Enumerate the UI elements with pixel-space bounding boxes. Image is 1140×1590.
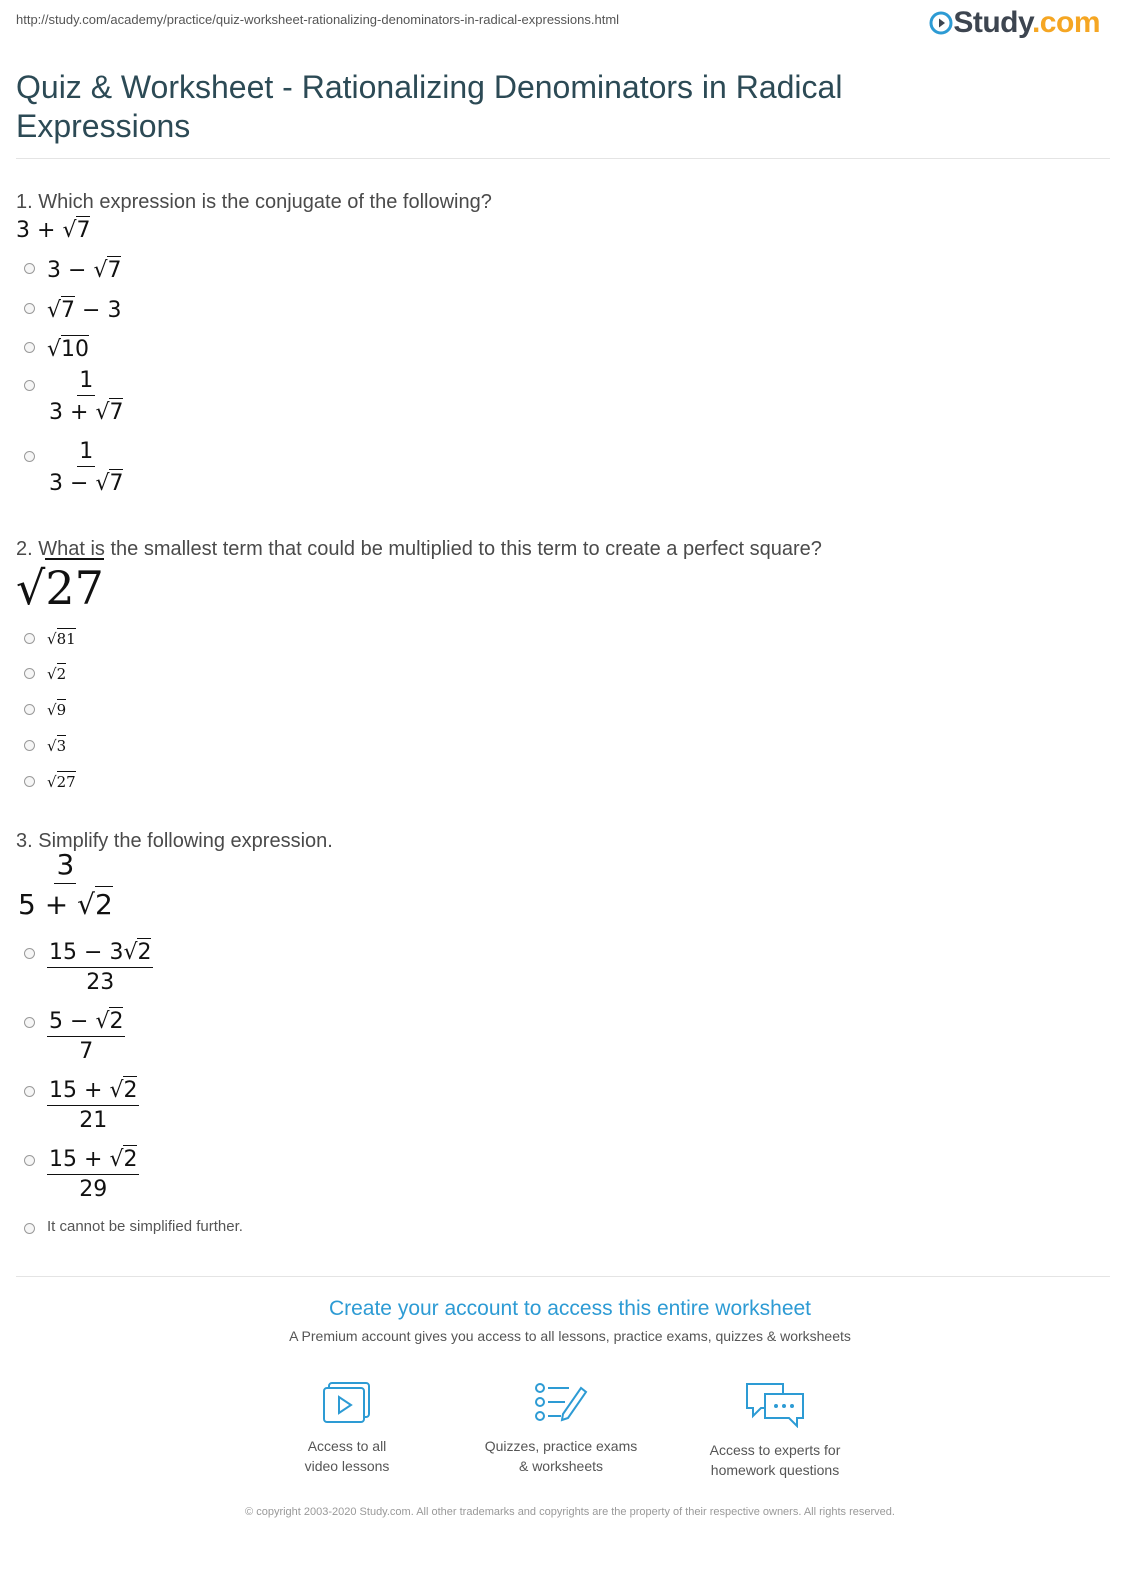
- radio-button[interactable]: [24, 342, 35, 353]
- op: −: [70, 471, 89, 496]
- denominator: [47, 467, 125, 496]
- fraction: [47, 368, 125, 425]
- radical: √ 3: [47, 737, 67, 755]
- radicand: 2: [109, 1009, 124, 1034]
- radio-button[interactable]: [24, 948, 35, 959]
- op: −: [84, 940, 103, 965]
- denominator: 7: [79, 1039, 94, 1064]
- numerator: [47, 938, 153, 968]
- radical: √ 7: [95, 400, 124, 425]
- video-lesson-icon: [320, 1380, 374, 1424]
- radicand: 27: [45, 558, 104, 615]
- radical: √ 2: [47, 665, 67, 683]
- op: +: [84, 1078, 103, 1103]
- logo-main: Study: [953, 6, 1032, 39]
- term: 3: [107, 298, 122, 323]
- feature-video-lessons: [247, 1380, 447, 1476]
- q3-option-2[interactable]: [24, 1007, 125, 1064]
- radio-button[interactable]: [24, 380, 35, 391]
- fraction: [47, 1076, 139, 1133]
- q2-option-3[interactable]: [24, 699, 66, 719]
- radicand: 2: [137, 940, 152, 965]
- term: 3: [49, 471, 63, 496]
- radical: √ 27: [16, 558, 104, 615]
- denominator: [16, 884, 115, 921]
- op: −: [70, 1009, 89, 1034]
- radicand: 9: [56, 701, 67, 719]
- radical: √ 7: [47, 298, 76, 323]
- radical: √ 7: [62, 218, 91, 243]
- option-expression: [47, 335, 89, 362]
- numerator: [47, 1007, 125, 1037]
- term: 15: [49, 940, 77, 965]
- radicand: 3: [56, 737, 67, 755]
- radicand: 7: [107, 258, 122, 283]
- radicand: 7: [76, 218, 91, 243]
- denominator: 23: [86, 970, 115, 995]
- term: 5: [18, 888, 36, 921]
- divider: [16, 1276, 1110, 1277]
- radical: √ 2: [95, 1009, 124, 1034]
- feature-label: Access to experts for homework questions: [709, 1442, 841, 1478]
- numerator: 1: [77, 439, 95, 467]
- radicand: 27: [56, 773, 76, 791]
- logo-tld: .com: [1031, 6, 1100, 39]
- question-1-text: 1. Which expression is the conjugate of the following?: [16, 191, 492, 213]
- term: 15: [49, 1078, 77, 1103]
- radical: √ 81: [47, 630, 76, 648]
- chat-experts-icon: [743, 1380, 807, 1428]
- coefficient: 3: [109, 940, 124, 965]
- question-3-expression: [16, 848, 115, 921]
- radicand: 2: [94, 888, 113, 921]
- op: +: [70, 400, 89, 425]
- option-expression: [47, 256, 121, 283]
- op: +: [44, 888, 69, 921]
- cta-subtitle: A Premium account gives you access to all lessons, practice exams, quizzes & worksheets: [289, 1328, 851, 1344]
- q3-option-4[interactable]: [24, 1145, 139, 1202]
- radio-button[interactable]: [24, 704, 35, 715]
- option-expression: [47, 296, 121, 323]
- radio-button[interactable]: [24, 1017, 35, 1028]
- fraction: [47, 938, 153, 995]
- question-3-text: 3. Simplify the following expression.: [16, 830, 333, 852]
- op: −: [68, 258, 87, 283]
- q1-option-5[interactable]: [24, 439, 125, 496]
- term: 3: [49, 400, 63, 425]
- q3-option-1[interactable]: [24, 938, 153, 995]
- radical: √ 7: [95, 471, 124, 496]
- expr-op: +: [37, 218, 56, 243]
- radio-button[interactable]: [24, 303, 35, 314]
- op: +: [84, 1147, 103, 1172]
- radio-button[interactable]: [24, 451, 35, 462]
- q2-option-1[interactable]: [24, 628, 76, 648]
- numerator: [47, 1076, 139, 1106]
- radio-button[interactable]: [24, 1155, 35, 1166]
- question-2-expression: [16, 558, 104, 615]
- quiz-list-icon: [533, 1380, 589, 1424]
- radio-button[interactable]: [24, 740, 35, 751]
- denominator: 29: [79, 1177, 108, 1202]
- fraction: [16, 848, 115, 921]
- radicand: 2: [123, 1078, 138, 1103]
- radical: √ 7: [93, 258, 122, 283]
- divider: [16, 158, 1110, 159]
- op: −: [82, 298, 101, 323]
- radical: √ 10: [47, 337, 90, 362]
- fraction: [47, 1007, 125, 1064]
- denominator: 21: [79, 1108, 108, 1133]
- radical: √ 2: [77, 888, 113, 921]
- page-title: Quiz & Worksheet - Rationalizing Denominators in Radical Expressions: [16, 69, 843, 144]
- q3-option-3[interactable]: [24, 1076, 139, 1133]
- radio-button[interactable]: [24, 1086, 35, 1097]
- denominator: [47, 396, 125, 425]
- q2-option-2[interactable]: [24, 663, 66, 683]
- logo-text: [953, 6, 1100, 40]
- fraction: [47, 1145, 139, 1202]
- q3-option-5[interactable]: [24, 1218, 243, 1235]
- radio-button[interactable]: [24, 776, 35, 787]
- radio-button[interactable]: [24, 263, 35, 274]
- term: 3: [47, 258, 61, 283]
- q2-option-4[interactable]: [24, 735, 66, 755]
- radicand: 2: [123, 1147, 138, 1172]
- radicand: 10: [61, 337, 90, 362]
- question-2-text: 2. What is the smallest term that could be multiplied to this term to create a perfect square?: [16, 538, 822, 560]
- option-text: It cannot be simplified further.: [47, 1218, 243, 1235]
- radicand: 81: [56, 630, 76, 648]
- cta-title[interactable]: Create your account to access this entire worksheet: [328, 1297, 812, 1320]
- feature-experts: [675, 1380, 875, 1480]
- radicand: 2: [56, 665, 67, 683]
- copyright: © copyright 2003-2020 Study.com. All other trademarks and copyrights are the property of their respective owners. All rights reserved.: [245, 1506, 895, 1518]
- play-circle-icon: [929, 11, 953, 35]
- radio-button[interactable]: [24, 1223, 35, 1234]
- q1-option-4[interactable]: [24, 368, 125, 425]
- radical: √ 2: [109, 1078, 138, 1103]
- question-1-expression: [16, 216, 90, 243]
- q1-option-3[interactable]: [24, 335, 89, 362]
- radicand: 7: [109, 471, 124, 496]
- numerator: 3: [54, 848, 76, 884]
- q1-option-1[interactable]: [24, 256, 121, 283]
- fraction: [47, 439, 125, 496]
- radical: √ 27: [47, 773, 76, 791]
- term: 15: [49, 1147, 77, 1172]
- radicand: 7: [61, 298, 76, 323]
- radio-button[interactable]: [24, 633, 35, 644]
- expr-term: 3: [16, 218, 30, 243]
- page-url: http://study.com/academy/practice/quiz-worksheet-rationalizing-denominators-in-radical-expressions.html: [16, 12, 620, 27]
- radicand: 7: [109, 400, 124, 425]
- feature-label: Access to all video lessons: [304, 1438, 390, 1474]
- feature-quizzes: [461, 1380, 661, 1476]
- q1-option-2[interactable]: [24, 296, 121, 323]
- numerator: 1: [77, 368, 95, 396]
- study-logo[interactable]: [929, 6, 1100, 40]
- numerator: [47, 1145, 139, 1175]
- q2-option-5[interactable]: [24, 771, 76, 791]
- feature-label: Quizzes, practice exams & worksheets: [484, 1438, 638, 1474]
- radical: √ 2: [123, 940, 152, 965]
- radio-button[interactable]: [24, 668, 35, 679]
- radical: √ 2: [109, 1147, 138, 1172]
- term: 5: [49, 1009, 63, 1034]
- radical: √ 9: [47, 701, 67, 719]
